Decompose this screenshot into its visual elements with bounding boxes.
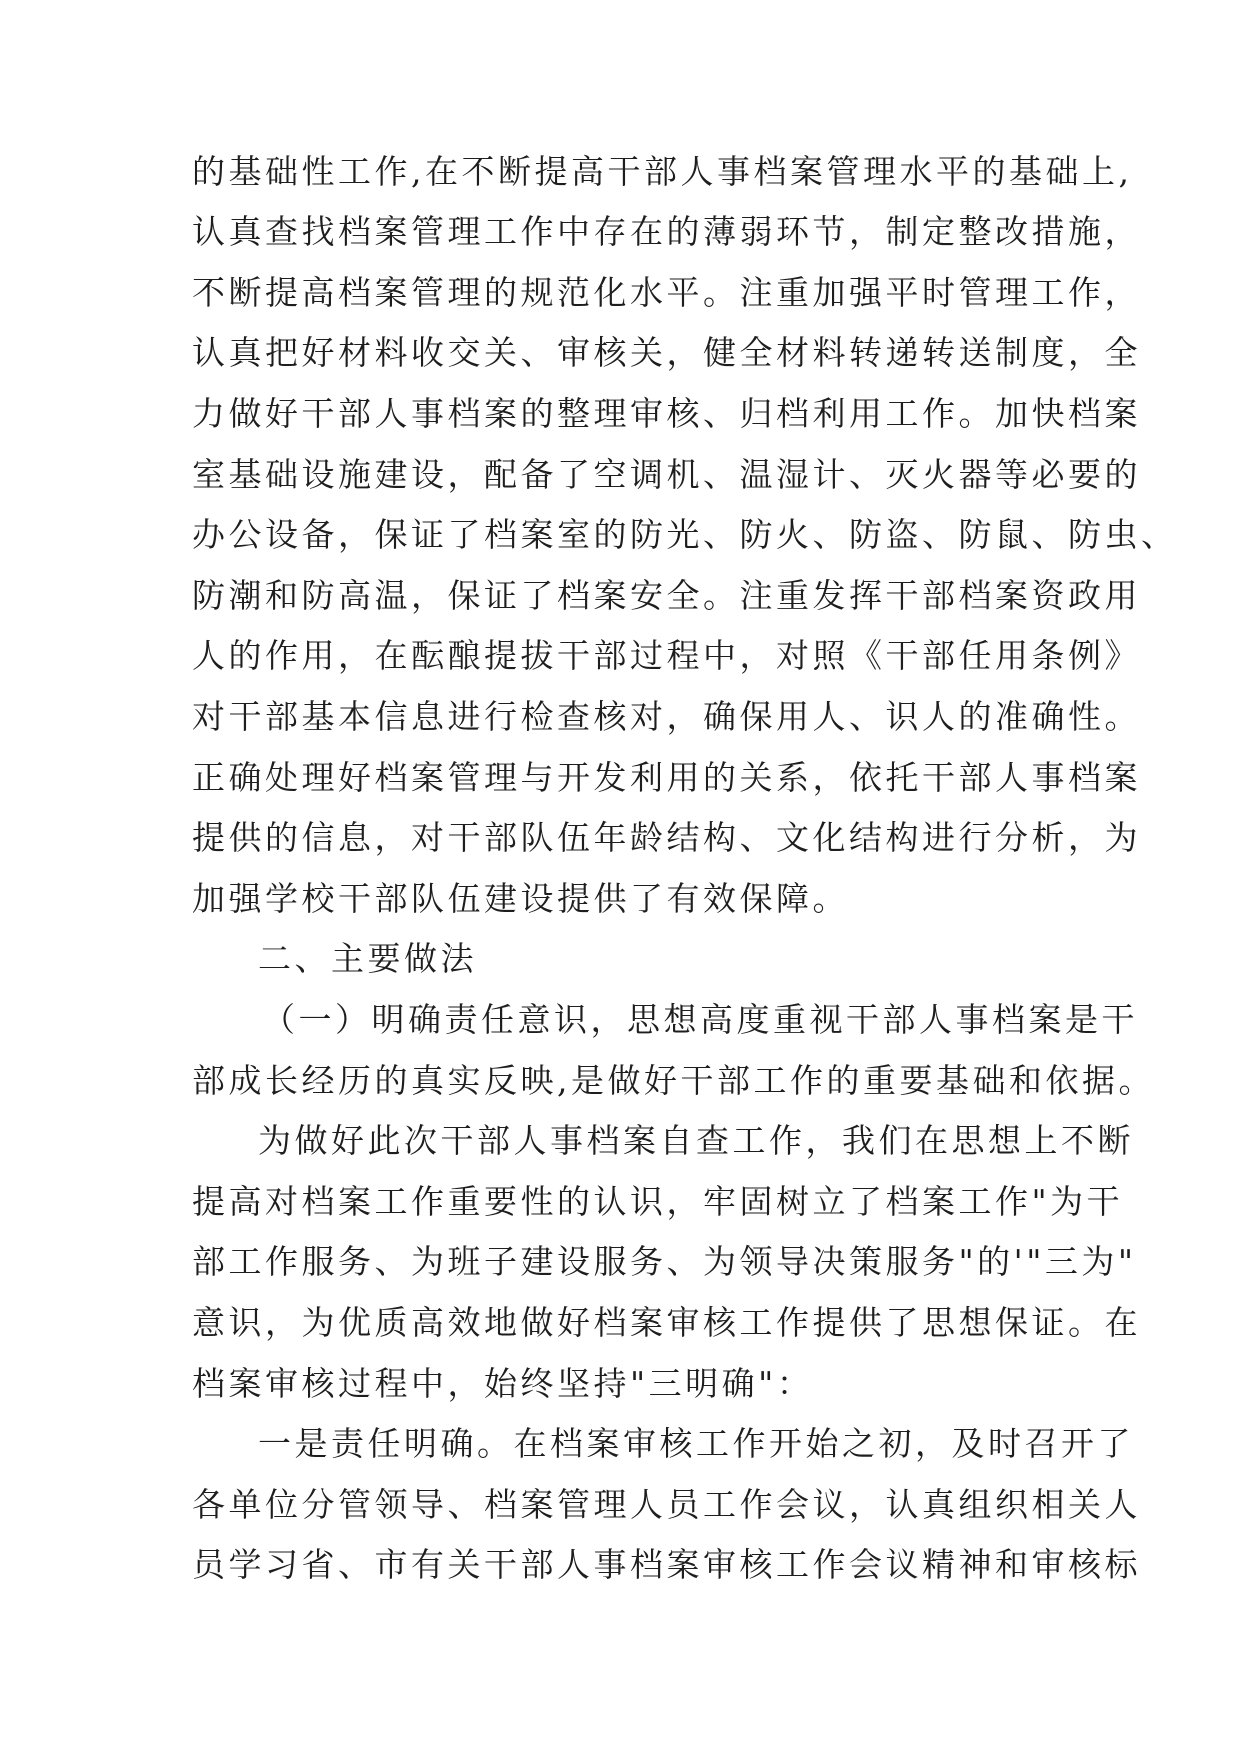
section-heading: 二、主要做法: [258, 939, 477, 978]
text-line: 加强学校干部队伍建设提供了有效保障。: [192, 879, 849, 918]
text-line: 提高对档案工作重要性的认识，牢固树立了档案工作"为干: [192, 1182, 1124, 1221]
text-line: 员学习省、市有关干部人事档案审核工作会议精神和审核标: [192, 1545, 1141, 1584]
text-line: 提供的信息，对干部队伍年龄结构、文化结构进行分析，为: [192, 818, 1141, 857]
text-line: 各单位分管领导、档案管理人员工作会议，认真组织相关人: [192, 1485, 1141, 1524]
text-line: 部工作服务、为班子建设服务、为领导决策服务"的'"三为": [192, 1242, 1137, 1281]
text-line: 部成长经历的真实反映,是做好干部工作的重要基础和依据。: [192, 1061, 1155, 1100]
text-line: 办公设备，保证了档案室的防光、防火、防盗、防鼠、防虫、: [192, 515, 1178, 554]
text-line: 防潮和防高温，保证了档案安全。注重发挥干部档案资政用: [192, 576, 1141, 615]
text-line: 认真查找档案管理工作中存在的薄弱环节，制定整改措施，: [192, 212, 1141, 251]
subsection-heading: （一）明确责任意识，思想高度重视干部人事档案是干: [262, 1000, 1138, 1039]
text-line: 室基础设施建设，配备了空调机、温湿计、灭火器等必要的: [192, 455, 1141, 494]
text-line: 认真把好材料收交关、审核关，健全材料转递转送制度，全: [192, 333, 1141, 372]
text-line: 正确处理好档案管理与开发利用的关系，依托干部人事档案: [192, 758, 1141, 797]
text-line: 的基础性工作,在不断提高干部人事档案管理水平的基础上,: [192, 152, 1133, 191]
text-line: 对干部基本信息进行检查核对，确保用人、识人的准确性。: [192, 697, 1141, 736]
text-line: 不断提高档案管理的规范化水平。注重加强平时管理工作，: [192, 273, 1141, 312]
paragraph-first-line: 一是责任明确。在档案审核工作开始之初，及时召开了: [258, 1424, 1134, 1463]
text-line: 意识，为优质高效地做好档案审核工作提供了思想保证。在: [192, 1303, 1141, 1342]
text-line: 档案审核过程中，始终坚持"三明确"：: [192, 1364, 814, 1403]
text-line: 力做好干部人事档案的整理审核、归档利用工作。加快档案: [192, 394, 1141, 433]
text-line: 人的作用，在酝酿提拔干部过程中，对照《干部任用条例》: [192, 636, 1141, 675]
paragraph-first-line: 为做好此次干部人事档案自查工作，我们在思想上不断: [258, 1121, 1134, 1160]
